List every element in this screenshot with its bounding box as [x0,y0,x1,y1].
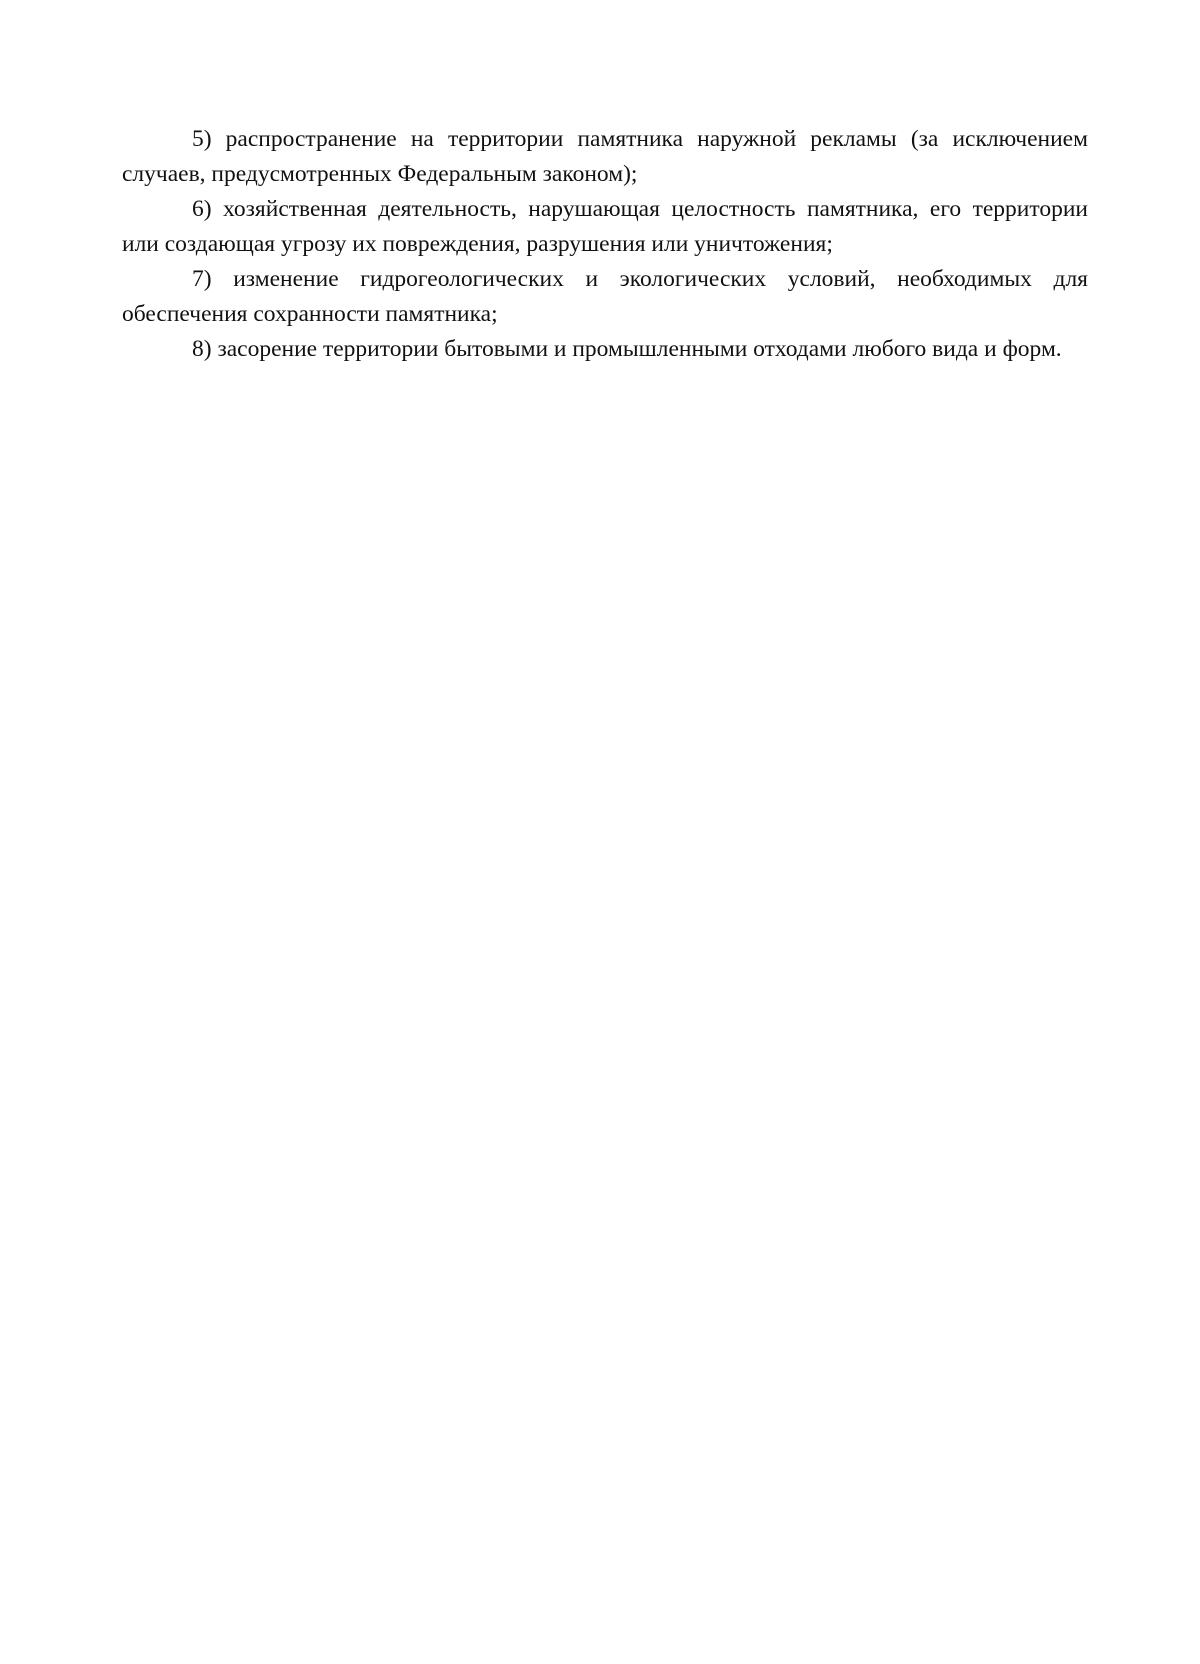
list-item-5: 5) распространение на территории памятника наружной рекламы (за исключением случаев, предусмотренных Федеральным законом); [122,126,1088,187]
list-item-8: 8) засорение территории бытовыми и промышленными отходами любого вида и форм. [192,336,1062,362]
list-item-6: 6) хозяйственная деятельность, нарушающая целостность памятника, его территории или создающая угрозу их повреждения, разрушения или уничтожения; [122,196,1088,257]
document-body [122,122,1088,367]
list-item-7: 7) изменение гидрогеологических и экологических условий, необходимых для обеспечения сохранности памятника; [122,266,1088,327]
